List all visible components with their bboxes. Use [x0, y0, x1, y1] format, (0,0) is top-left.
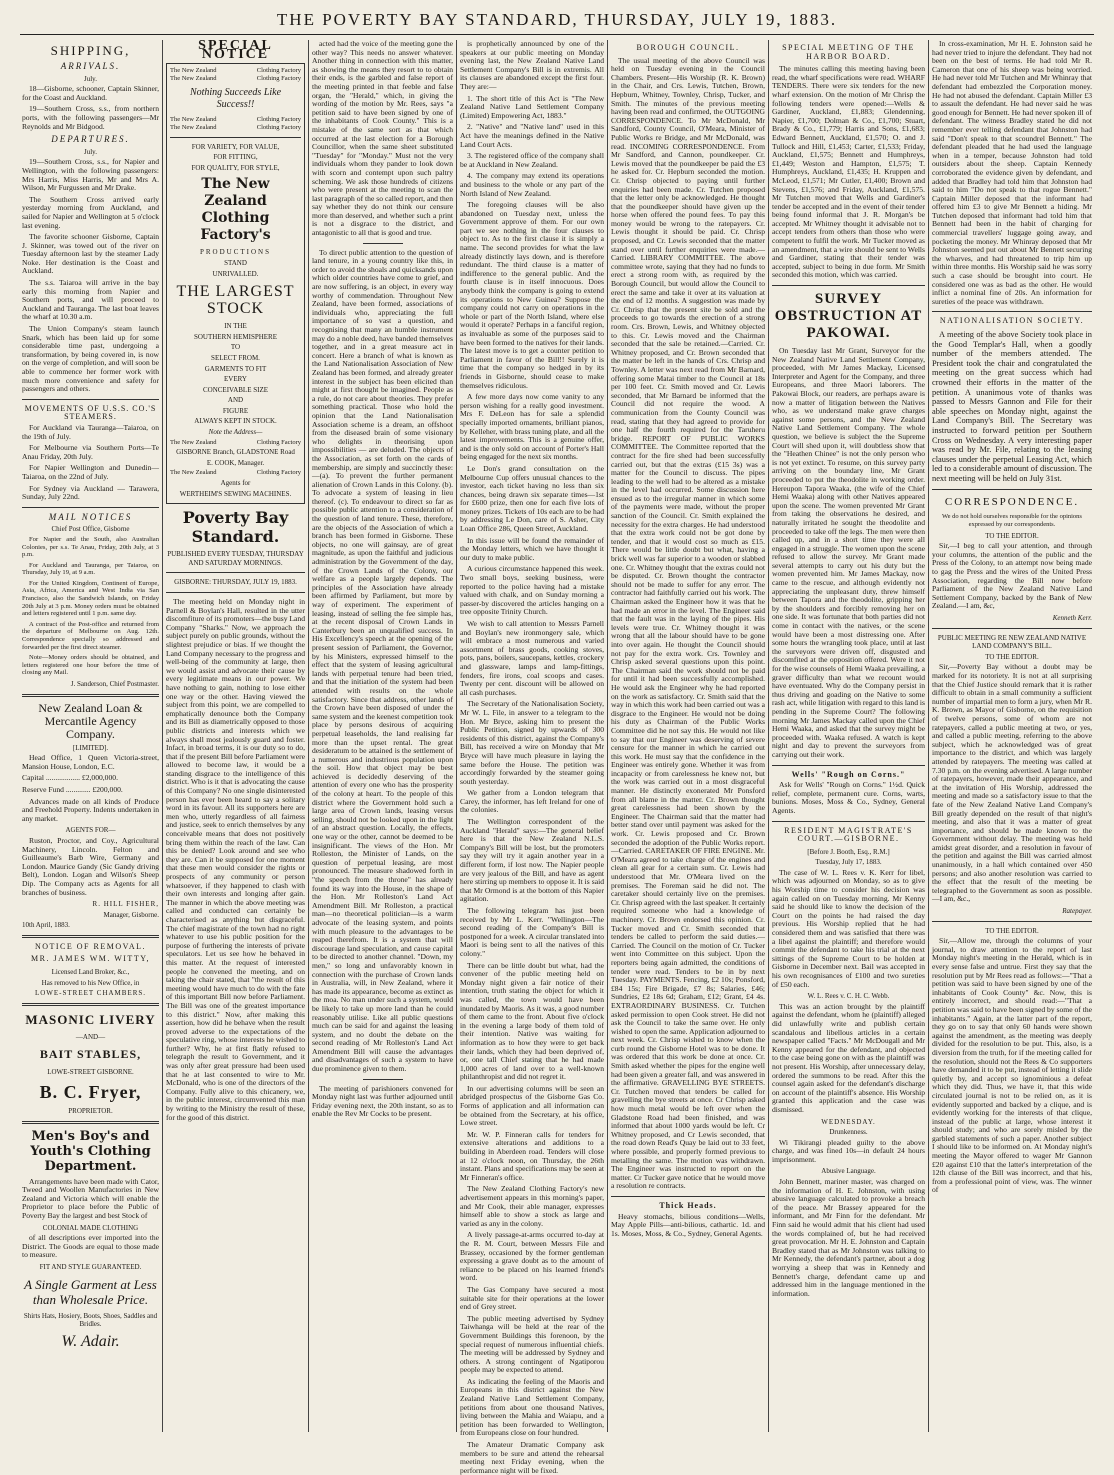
rm-court-heading: RESIDENT MAGISTRATE'S COURT.—GISBORNE.: [784, 825, 913, 844]
arrival-item: 19—Southern Cross, s.s., from northern ports, with the following passengers—Mr Reynolds and Mr Bidgood.: [22, 104, 159, 131]
thick-heads-text: Heavy stomachs, bilious conditions—Wells, May Apple Pills—anti-bilious, cathartic. 1d. and 1s. Moses, Moss, & Co., Sydney, General Agents.: [611, 1211, 765, 1238]
shirts-line: Shirts Hats, Hosiery, Boots, Shoes, Saddles and Bridles.: [23, 1311, 158, 1329]
wednesday-heading: WEDNESDAY.: [821, 1117, 876, 1126]
news-paragraph: The following telegram has just been received by Mr L. Kerr. "Wellington—The second reading of the Company's Bill is postponed for a week. A circular translated into Maori is being sent to all the natives of this colony.": [460, 906, 604, 958]
divider: [772, 821, 925, 822]
fryer-name: B. C. Fryer,: [39, 1082, 142, 1103]
case-heading: W. L. Rees v. C. H. C. Webb.: [807, 992, 890, 1001]
court-report: This was an action brought by the plaintiff against the defendant, whom he (plaintiff) alleged did unlawfully write and publish certain scandalous and libellous articles in a certain newspaper called "Facts." Mr McDougall and Mr Kenny appeared for the defendant, and objected to the case being gone on with as the plaintiff was not present. His Worship, after unnecessary delay, ordered the summons to be read. After this the counsel again asked for the defendant's discharge on account of the plaintiff's absence. His Worship granted this application and the case was dismissed.: [772, 1001, 925, 1114]
case-heading: Abusive Language.: [821, 1167, 876, 1176]
ad-side-row: The New Zealand Clothing Factory: [170, 74, 301, 82]
divider: [166, 592, 305, 593]
mail-item: For the United Kingdom, Continent of Europe, Asia, Africa, America and West India via San Francisco, also the Sandwich Islands, on Friday 20th July at 3 p.m. Money orders must be obtained and letters registered until 1 p.m. same day.: [22, 579, 159, 618]
mens-text: Arrangements have been made with Cator, Tweed and Woollen Manufactories in New Zealand and Victoria which will enable the Proprietor to place before the Public of Poverty Bay the largest and best Stock of: [22, 1176, 159, 1220]
news-paragraph: is prophetically announced by one of the speakers at our public meeting on Monday evening last, the New Zealand Native Land Settlement Company's Bill is in extremis. All its clauses are abandoned except the first four. They are:—: [460, 39, 604, 91]
news-paragraph: The meeting of parishioners convened for Monday night last was further adjourned until Friday evening next, the 20th instant, so as to enable the Rev Mr Cocks to be present.: [312, 1083, 453, 1119]
ad-side-row: The New Zealand Clothing Factory: [170, 123, 301, 131]
divider: [772, 765, 925, 766]
movement-item: For Melbourne via Southern Ports—Te Anau Friday, 20th July.: [22, 443, 159, 461]
witty-name: MR. JAMES WM. WITTY,: [31, 954, 150, 964]
movement-item: For Napier Wellington and Dunedin—Taiaroa, on the 22nd of July.: [22, 463, 159, 481]
arrivals-heading: ARRIVALS.: [60, 61, 121, 71]
proprietor-label: PROPRIETOR.: [68, 1107, 113, 1116]
special-notice-heading: SPECIAL NOTICE: [198, 38, 273, 62]
wells-heading: Wells' "Rough on Corns.": [791, 769, 906, 779]
ad-line: FIGURE: [222, 406, 249, 415]
news-paragraph: A lively passage-at-arms occurred to-day at the R. M. Court, between Messrs File and Brassey, occasioned by the former gentleman expressing a grave doubt as to the amount of reliance to be placed on his learned friend's word.: [460, 1230, 604, 1283]
divider: [932, 489, 1092, 490]
news-paragraph: 2. "Native" and "Native land" used in this Act have the meanings defined in the Native Land Court Acts.: [460, 122, 604, 149]
ad-side-row: The New Zealand Clothing Factory: [170, 67, 301, 75]
departure-item: 19—Southern Cross, s.s., for Napier and Wellington, with the following passengers: Mrs Harris, Miss Harris, Mr and Mrs A. Wilson, Mr Furgussen and Mr Drake.: [22, 157, 159, 193]
ad-side-row: The New Zealand Clothing Factory: [170, 438, 301, 446]
removal-heading: NOTICE OF REMOVAL.: [34, 941, 147, 951]
letter-signature: Kenneth Kerr.: [1052, 614, 1092, 623]
limited-label: [LIMITED].: [72, 743, 109, 752]
mail-item: A contract of the Post-office and returned from the departure of Melbourne on Aug. 12th. Correspondence specially so addressed and forwarded per the first direct steamer.: [22, 620, 159, 651]
masthead: THE POVERTY BAY STANDARD, THURSDAY, JULY 19, 1883.: [276, 10, 838, 29]
publication-notice: PUBLISHED EVERY TUESDAY, THURSDAY AND SATURDAY MORNINGS.: [167, 550, 304, 567]
column-5: [611, 40, 765, 1432]
news-paragraph: The Secretary of the Nationalisation Society, Mr W. L. File, in answer to a telegram to the Hon. Mr Bryce, asking him to present the Public Petition, signed by upwards of 300 residents of this district, against the Company's Bill, has received a wire on Monday that Mr Bryce will have much pleasure in laying the same before the House. The petition was accordingly forwarded by the steamer going south yesterday.: [460, 699, 604, 786]
dateline: GISBORNE: THURSDAY, JULY 19, 1883.: [174, 578, 297, 587]
ad-line: Note the Address—: [208, 428, 263, 437]
to-editor: TO THE EDITOR.: [985, 652, 1039, 661]
reserve-line: Reserve Fund ............. £200,000.: [22, 784, 123, 794]
news-paragraph: Mr. W. P. Finneran calls for tenders for extensive alterations and additions to a building in Aberdeen road. Tenders will close at 12 o'clock noon, on Thursday, the 26th instant. Plans and specifications may be seen at Mr Finneran's office.: [460, 1129, 604, 1182]
ad-line: IN THE: [224, 322, 247, 331]
colonial-text: of all descriptions ever imported into the District. The Goods are equal to those made to measure.: [22, 1233, 159, 1260]
editorial-paragraph: acted had the voice of the meeting gone the other way? This needs no answer whatever. Another thing in connection with this matter, as showing the means they resort to to obtain their ends, is the garbled and false report of the meeting printed in that feeble and false organ, the "Herald," which, in giving the wording of the motion by Mr. Rees, says "a petition said to have been signed by one of the inhabitants of Cook County." This is a mistake of the same sort as that which occurred at the last election for a Borough Councillor, when the same sheet substituted "Tuesday" for "Monday." Must not the very individuals whom they pander to look down with scorn and contempt upon such paltry scheming. We ask those hundreds of citizens who were present at the meeting to scan the last paragraph of the so called report, and then say whether they do not think our censure more than deserved, and whether such a print is not a disgrace to the district, and antagonistic to all that is good and true.: [312, 39, 453, 238]
mail-item: Note—Money orders should be obtained, and letters registered one hour before the time of closing any Mail.: [22, 654, 159, 677]
survey-report: On Tuesday last Mr Grant, Surveyor for the New Zealand Native Land Settlement Company, proceeded, with Mr James Mackay, Licensed Interpreter and Agent for the Company, and three Europeans, and three Maori laborers. The Pakowai Block, our readers, are perhaps aware is now a matter of litigation between the Natives who, as we understand make grave charges against some persons, and the New Zealand Native Land Settlement Company. The whole question, we believe is subject the the Supreme Court will shed upon it, will doubtless show that the "Heathen Chinee" is not the only person who is not yet extinct. To resume, on this survey party arriving on the boundary line, Mr Grant proceeded to put the theodolite in working order. Hereupon Tapora Waaka, (the wife of the Chief Hemi Waaka) along with other Natives appeared upon the scene. The women prevented Mr Grant from taking the observations he desired, and naturally irritated he sought the theodolite and proceeded to take off the legs. The men were then called up, and in a short time they were all engaged in a struggle. The women upon the scene refused to allow the survey. Mr Grant made several attempts to carry out his duty but the women prevented him. Mr James Mackay, now came to the rescue, and although evidently not appreciating the unpleasant duty, threw himself between Tapora and the theodolite, gripping her by the shoulders and forcibly removing her on one side. It was fortunate that both parties did not come in contact with the natives, or the scene would have been a most distressing one. After some hours the wrangling took place, until at last the surveyors were driven off, disgusted and discomfited at the opposition offered. Were it not for the wise counsels of Hemi Waaka prevailing, a graver difficulty than what we recount would have eventuated. Why do the Company persist in thus driving and goading on the Native to some rash act, while litigation with regard to this land is pending in the Supreme Court? The following morning Mr James Mackay called upon the Chief Hemi Waaka, and asked that the survey might be proceeded with. Waaka refused. A watch is kept night and day to prevent the surveyors from carrying out their work.: [772, 346, 925, 759]
news-paragraph: As indicating the feeling of the Maoris and Europeans in this district against the New Zealand Native Land Settlement Company, petitions from about one thousand Natives, living between the Mahia and Waiapu, and a petition has been forwarded to Wellington, from Europeans close on four hundred.: [460, 1376, 604, 1438]
divider: [22, 399, 159, 400]
letter-signature: Ratepayer.: [1062, 907, 1092, 916]
ad-line: Agents for: [220, 479, 251, 488]
mens-heading: Men's Boy's and Youth's Clothing Department.: [30, 1128, 151, 1174]
news-paragraph: We wish to call attention to Messrs Parnell and Boylan's new ironmongery sale, which will embrace a most numerous and varied assortment of brass goods, cooking stoves, pots, pans, boilers, saucepans, kettles, crockery and glassware, lamps and lamp-fittings, fenders, fire irons, coal scoops and cases. Twenty per cent. discount will be allowed on all cash purchases.: [460, 619, 604, 697]
news-paragraph: 3. The registered office of the company shall be at Auckland in New Zealand.: [460, 151, 604, 169]
to-editor: TO THE EDITOR.: [985, 926, 1039, 935]
ad-line: SOUTHERN HEMISPHERE: [193, 332, 278, 341]
witty-line: Has removed to his New Office, in: [41, 978, 140, 987]
letter-text: Sir,—Poverty Bay without a doubt may be marked for its notoriety. It is not at all surprising that the Chief Justice should remark that it is rather difficult to obtain in a small community a sufficient number of impartial men to form a jury, when Mr R. K. Brown, as Mayor of Gisborne, on the requisition of twelve persons, some of whom are not ratepayers, called a public meeting at two, or yes, and called a public meeting, referring to the above subject, which he acknowledged was of great importance to the district, and which was largely attended by ratepayers. The meeting was called at 7.30 p.m. on the evening advertised. A large number of ratepayers, however, made their appearance, and at the invitation of His Worship, addressed the meeting and made so a satisfactory issue to that the fate of the New Zealand Native Land Company's Bill greatly depended on the result of that night's meeting, and also that it was a matter of great importance, and should be made known to the Government without delay. The meeting was held amidst great disorder, and a resolution in favour of the petition and against the Bill was carried almost unanimously, in a hall which contained over 450 persons; and also another resolution was carried to the effect that the result of the meeting be telegraphed to the Government as soon as possible.—I am, &c.,: [932, 662, 1092, 904]
news-paragraph: The public meeting advertised by Sydney Taiwhanga will be held at the rear of the Government Buildings this forenoon, by the special request of numerous influential chiefs. The meeting will be addressed by Sydney and others. A strong contingent of Ngatiporou people may be expected to attend.: [460, 1313, 604, 1375]
divider: [772, 285, 925, 286]
ad-line: EVERY: [224, 375, 247, 384]
divider: [363, 1079, 403, 1080]
mail-subheading: Chief Post Office, Gisborne: [51, 525, 130, 534]
divider: [22, 694, 159, 697]
shipping-paragraph: The favorite schooner Gisborne, Captain J. Skinner, was towed out of the river on Tuesday afternoon last by the steamer Lady Noke. Her destination is the Coast and Auckland.: [22, 232, 159, 276]
thick-heads-heading: Thick Heads.: [659, 1200, 717, 1210]
nz-loan-heading: New Zealand Loan & Mercantile Agency Company.: [38, 700, 143, 741]
court-report: John Bennett, mariner master, was charged on the information of H. E. Johnston, with using abusive language calculated to provoke a breach of the peace. Mr Brassey appeared for the informant, and Mr Finn for the defendant. Mr Finn said he would admit that his client had used the words complained of, but he had received great provocation. Mr H. E. Johnston and Captain Bradley stated that as Mr Johnston was talking to Mr Kennedy, the defendant's partner, about a dog worrying a sheep that was in Kennedy and Bennett's charge, defendant came up and addressed him in the language mentioned in the information.: [772, 1177, 925, 1298]
court-report: Wi Tikirangi pleaded guilty to the above charge, and was fined 10s—in default 24 hours imprisonment.: [772, 1137, 925, 1164]
divider: [611, 1196, 765, 1197]
column-rule: [768, 40, 769, 1432]
letter-text: Sir,—I beg to call your attention, and through your columns, the attention of the public and the Press of the Colony, to an attempt now being made to gag the Press and the wires of the United Press Association, regarding the Bill now before Parliament of the New Zealand Native Land Settlement Company, backed by the Bank of New Zealand.—I am, &c,: [932, 541, 1092, 611]
column-1: [22, 40, 159, 1432]
column-3: [312, 40, 453, 1432]
ad-line: GISBORNE Branch, GLADSTONE Road: [176, 448, 295, 457]
and-label: —AND—: [75, 1032, 106, 1041]
news-paragraph: The New Zealand Clothing Factory's new advertisement appears in this morning's paper, and Mr Cook, their able manager, expresses himself able to show a stock as large and varied as any in the colony.: [460, 1184, 604, 1228]
capital-line: Capital .................. £2,000,000.: [22, 773, 118, 783]
ad-line: WERTHEIM'S SEWING MACHINES.: [179, 489, 292, 498]
wells-text: Ask for Wells' "Rough on Corns." 1½d. Quick relief, complete, permanent cure. Corns, warts, bunions. Moses, Moss & Co., Sydney, General Agents.: [772, 780, 925, 815]
fit-guarantee: FIT AND STYLE GUARANTEED.: [39, 1262, 142, 1271]
witty-line: LOWE-STREET CHAMBERS.: [34, 989, 147, 998]
borough-council-heading: BOROUGH COUNCIL.: [636, 43, 740, 52]
ad-line: PRODUCTIONS: [199, 248, 271, 257]
divider: [22, 1003, 159, 1006]
ad-line: E. COOK, Manager.: [206, 458, 265, 467]
divider: [22, 935, 159, 938]
news-paragraph: In this issue will be found the remainder of the Monday letters, which we have thought it our duty to make public.: [460, 535, 604, 562]
ad-side-row: The New Zealand Clothing Factory: [170, 469, 301, 477]
news-paragraph: There can be little doubt but what, had the convener of the public meeting held on Monday night given a fair notice of their intention, truth stating the object for which it was called, the town would have been inundated by Maoris. As it was, a good number of them came to the front. About five o'clock in the evening a large body of them told of their intention. Native was waiting for information as to how they were to get back their lands, which they had been deprived of, or, one tall Chief stating that he had made 1,000 acres of land over to a well-known philanthropist and did not regret it.: [460, 960, 604, 1082]
nz-clothing-name: The New Zealand Clothing Factory's: [200, 176, 271, 244]
column-rule: [607, 40, 608, 1432]
nationalisation-heading: NATIONALISATION SOCIETY.: [939, 316, 1085, 326]
news-paragraph: 4. The company may extend its operations and business to the whole or any part of the North Island of New Zealand.: [460, 171, 604, 198]
column-4: [460, 39, 604, 1475]
ad-line: CONCEIVABLE SIZE: [202, 385, 268, 394]
departures-heading: DEPARTURES.: [51, 134, 130, 145]
survey-heading: SURVEY OBSTRUCTION AT PAKOWAI.: [774, 291, 923, 342]
harbor-report: The minutes calling this meeting having been read, the wharf specifications were read. WHARF TENDERS. There were six tenders for the new wharf extension. On the motion of Mr Chrisp the following tenders were opened:—Wells & Gardiner, Auckland, £1,883; Glendenning, Napier, £1,700; Dolman & Co., £1,700; Stuart, Brady & Co., £1,779; Harris and Sons, £1,683; Edward Bennett, Auckland, £1,570; O. and J. Tullock and Hill, £1,453; Carter, £1,533; Friday, Auckland, £1,575; Bennett and Humphreys, £1,449; Weston and Hampton, £1,575; T. Humphreys, Auckland, £1,435; H. Kruppen and McLeod, £1,571; Mr Cutler, £1,400; Brown and Stevens, £1,576; and Friday, Auckland, £1,575. Mr Tutchen moved that Wells and Gardiner's tender be accepted and in the event of their tender being found informal that J. R. Morgan's be accepted. Mr Whitney thought it advisable not to accept tenders from others than those who were competent to fulfil the work. Mr Tucker moved as an amendment, that a wire should be sent to Wells and Gardiner, stating that their tender was accepted, subject to being in due form. Mr Smith seconded this motion, which was carried.: [772, 64, 925, 280]
divider: [932, 628, 1092, 629]
mail-item: For Auckland and Tauranga, per Taiaroa, on Thursday, July 19, at 9 a.m.: [22, 561, 159, 577]
letter-text: Sir,—Allow me, through the columns of your journal, to draw attention to the report of last Monday night's meeting in the Herald, which is in every sense false and untrue. First they say that the resolution put by Mr Rees read as follows:—"That a petition was said to have been signed by one of the inhabitants of Cook County" &c. Now, this is entirely incorrect, and should read:—"That a petition was said to have been signed by some of the inhabitants." Again, at the latter part of the report, they go on to say that only 60 hands were shown against the amendment, as the meeting was deeply divided for the resolution to be put. This, also, is a diversion from the truth, for if the meeting called for the resolution, should not the Rees & Co supporters have demanded it to be put, instead of letting it slide quietly by, and accept so ignominious a defeat which they did. Thus, we have it, that this wide circulated journal is not to be relied on, as it is evidently supported and backed by a clique, and is evidently working for the interests of that clique, instead of the public at large, whose interest it should study; and who are sorely misled by the garbled statements of such a paper. Another subject I should like to be informed on. At Monday night's meeting the Mayor offered to wager Mr Gannon £20 against £10 that the latter's interpretation of the 12th clause of the Bill was incorrect, and that his, from a professional point of view, was. The winner of: [932, 936, 1092, 1195]
mail-heading: MAIL NOTICES: [48, 511, 133, 522]
largest-stock: THE LARGEST STOCK: [176, 283, 295, 318]
divider: [22, 1121, 159, 1124]
public-meeting-heading: PUBLIC MEETING RE NEW ZEALAND NATIVE LAND COMPANY'S BILL.: [937, 633, 1087, 651]
editorial-paragraph: To direct public attention to the question of land tenure, in a young country like this, in order to avoid the shoals and quicksands upon which older countries have come to grief, and are now suffering, is an object, in every way worthy of commendation. Throughout New Zealand, have been formed, associations of individuals who, appreciating the full importance of so vast a question, and recognising that many an humble instrument may do a noble deed, have banded themselves together, and in a great measure act in concert. Here a branch of what is known as the Land Nationalisation Association of New Zealand has been formed, and already greater interest in the subject has been elicited than might at first thought be imagined. People as a rule, do not care about theories. They prefer something practical. Those who hold the opinion that the Land Nationalisation Association scheme is a dream, an offshoot from the diseased brain of some visionary who delights in theorising upon impossibilities — are deluded. The objects of the Association, as set forth on the cards of membership, are simply and succinctly these:—(a). To prevent the further permanent alienation of Crown Lands in this Colony. (b). To advocate a system of leasing in lieu thereof. (c). To endeavour to direct so far as possible public attention to a consideration of the question of land tenure. These, therefore, are the objects of the Association of which a branch has been formed in Gisborne. These objects, no one will gainsay, are of great magnitude, as upon the faithful and judicious administration by the Government of the day, of the Crown Lands of the Colony, our welfare as a people largely depends. The principles of the Association have already been affirmed by Parliament, but more by way of experiment. The experiment of leasing, instead of selling the fee simple has, at the recent disposal of Crown Lands in Canterbury been an unqualified success. In His Excellency's speech at the opening of the present session of Parliament, the Governor, by his Ministers, expressed himself to the effect that the system of leasing agricultural lands with perpetual tenure had been tried, and that the initiation of the system had been attended with results on the whole satisfactory. Since that address, other lands of the Crown have been disposed of under the same system and the keenest competition took place by persons desirous of acquiring perpetual leaseholds, the land realising far more than the upset rental. The great desideratum to be attained is the settlement of a numerous and industrious population upon the soil. How that object may be best achieved is decidedly deserving of the attention of every one who has the prosperity of the colony at heart. To the people of this district where the Government hold such a large area of Crown lands, leasing versus selling, should not be looked upon in the light of an abstract question. Locally, the effects, one way or the other, cannot be deemed to be insignificant. The views of the Hon. Mr Rolleston, the Minister of Lands, on the question of perpetual leasing, are most pronounced. The measure shadowed forth in "the speech from the throne" has already found its way into the House, in the shape of the Hon. Mr Rolleston's Land Act Amendment Bill. Mr Rolleston, a practical man—no theoretical politician—is a warm advocate of the leasing system, and points with much pleasure to the advantages to be reaped therefrom. It is a system that will discourage land speculation, and cause capital to be directed to another channel. "Down, my men," so long and unfavorably known in connection with the purchase of Crown lands in Australia, will, in New Zealand, where it has made its appearance, become as extinct as the moa. No man under such a system, would be likely to take up more land than he could reasonably utilise. Like all public questions much can be said for and against the leasing system, and no doubt the debate on the second reading of Mr Rolleston's Land Act Amendment Bill will cause the advantages and disadvantages of such a system to have due prominence given to them.: [312, 247, 453, 1074]
shipping-paragraph: The Southern Cross arrived early yesterday morning from Auckland, and sailed for Napier and Wellington at 5 o'clock last evening.: [22, 194, 159, 230]
mail-item: For Napier and the South, also Australian Colonies, per s.s. Te Anau, Friday, 20th July, at 3 p.m.: [22, 535, 159, 559]
harbor-board-heading: SPECIAL MEETING OF THE HARBOR BOARD.: [782, 43, 915, 61]
ad-side-row: The New Zealand Clothing Factory: [170, 116, 301, 124]
news-paragraph: A few more days now come vanity to any person wishing for a really good investment. Mrs F. DeLeon has for sale a splendid specially imported ornaments, brilliant pianos, by Kelleher, with brass tuning plate, and all the latest improvements. This is a genuine offer, and is the only sold on account of Porter's Hall being engaged for the next six months.: [460, 392, 604, 462]
column-rule: [162, 40, 163, 1432]
masonic-heading: MASONIC LIVERY: [25, 1011, 156, 1027]
arrivals-month: July.: [84, 74, 97, 83]
news-paragraph: The Wellington correspondent of the Auckland "Herald" says:—The general belief here is that the New Zealand N.L.S. Company's Bill will be lost, but the promoters say they will try it again another year in a different form, if lost now. The Napier people are very jealous of the Bill, and have as agent here stirring up members to oppose it. It is said that Mr Ormond is at the bottom of this Napier agitation.: [460, 817, 604, 904]
divider: [363, 243, 403, 244]
editorial-paragraph: The meeting held on Monday night in Parnell & Boylan's Hall, resulted in the utter discomfiture of its promoters—the busy Land Company "Sharks." Now, we approach the subject purely on public grounds, without the slightest prejudice or bias. If we thought the Land Company necessary to the progress and well-being of the community at large, then we would assist and advocate their cause by every legitimate means in our power. We have nothing to gain, nothing to lose either one way or the other. Having viewed the subject from this point, we are compelled to emphatically denounce both the Company and its Bill as diametrically opposed to those public districts and interests which we always shall most jealously guard and foster. Infact, in broad terms, it is our duty so to do, that if the present Bill before Parliament were allowed to become law, it would be a standing disgrace to the intelligence of this district. Who is it that is advocating the cause of this Company? No one single disinterested person has ever been heard to say a solitary word in its favour. All its supporters here are men who, utterly regardless of all fairness and justice, seek to enrich themselves by any conceivable means that does not positively bring them within the reach of the law. Can this be denied? Look around and see who they are. Can it be supposed for one moment that these men would consider the rights or prospects of any community or person whatsoever, if they happened to clash with their own interests and longing after gain. The manner in which the above meeting was called and conducted can certainly be characterised as anything but disgraceful. The chief magistrate of the town had no right whatever to use his public position for the purpose of furthering the interests of private speculators. Let us see how he behaved in this matter. At the request of interested people he convened the meeting, and on taking the chair stated, that "the result of this meeting would have much to do with the fate of this important Bill now before Parliament. The Bill was one of the greatest importance to this district." Now, after making this assertion, how did he behave when the result proved adverse to the expectations of the speculative ring, whose interests he wished to further? Why, he at first flatly refused to telegraph the result to Government, and it was only after great pressure had been used that he at last consented to wire to Mr. McDonald, who is one of the directors of the Company. Fully alive to this chicanery, we, in the public interest, circumvented this man by writing to the Ministry the result of these, for the good of this district.: [166, 597, 305, 1122]
departures-month: July.: [84, 147, 97, 156]
column-rule: [308, 40, 309, 1432]
correspondence-heading: CORRESPONDENCE.: [944, 495, 1080, 508]
movements-heading: MOVEMENTS OF U.S.S. CO.'S STEAMERS.: [24, 403, 157, 422]
news-paragraph: The foregoing clauses will be also abandoned on Tuesday next, unless the Government approve of them. For our own part we see nothing in the four clauses to object to. As to the first clause it is simply a name. The second provides for what the law already distinctly lays down, and is therefore redundant. The third clause is a matter of indifference to the general public. And the fourth clause is in itself innocuous. Does anybody think the company is going to extend its operations to New Guinea? Suppose the company could not carry on operations in the whole or part of the North Island, where else would it operate? Perhaps in a fanciful region, as invaluable as some of the purposes said to have been formed to the natives for their lands. The latest move is to get a counter petition to Parliament in favor of the Bill!! Surely it is time that the company so hedged in by its friends in Gisborne, should cease to make themselves ridiculous.: [460, 200, 604, 390]
divider: [170, 137, 301, 138]
news-paragraph: Le Don's grand consultation on the Melbourne Cup offers unusual chances to the investor, each ticket having no less than six chances, being drawn six separate times—1st for £600 prize, then one for each five lots of money prizes. Tickets of 10s each are to be had by addressing Le Don, care of S. Asher, City Loan Office 286, Queen Street, Auckland.: [460, 463, 604, 534]
correspondence-note: We do not hold ourselves responsible for the opinions expressed by our correspondents.: [942, 512, 1082, 529]
movement-item: For Sydney via Auckland — Tarawera, Sunday, July 22nd.: [22, 483, 159, 502]
witty-line: Licensed Land Broker, &c.,: [51, 968, 130, 977]
rm-date: Tuesday, July 17, 1883.: [815, 858, 882, 867]
court-report: The case of W. L. Rees v. K. Kerr for libel, which was adjourned on Monday, so as to give his Worship time to consider his decision was again called on on Tuesday morning. Mr Kenny said he should like to know the decision of the Court on the points he had raised the day previous. His Worship replied that he had considered them and was satisfied that there was a libel against the plaintiff; and therefore would commit the defendant to take his trial at the next sittings of the Supreme Court to be holden at Gisborne in December next. Bail was accepted in his own recognisances of £100 and two sureties of £50 each.: [772, 867, 925, 989]
society-report: A meeting of the above Society took place in the Good Templar's Hall, when a goodly number of the members attended. The President took the chair and congratulated the meeting on the great success which had crowned their efforts in the matter of the petition. A unanimous vote of thanks was passed to Messrs Gannon and File for their able speeches on Monday night, against the Land Company's Bill. The Secretary was instructed to forward petition per Southern Cross on Wednesday. A very interesting paper was read by Mr. File, relating to the leasing clauses under the perpetual Leasing Act, which led to a considerable amount of discussion. The next meeting will be held on July 31st.: [932, 330, 1092, 483]
ad-line: FOR VARIETY, FOR VALUE,: [191, 142, 280, 151]
ad-line: UNRIVALLED.: [212, 269, 259, 278]
ad-line: GARMENTS TO FIT: [204, 364, 267, 373]
ad-line: TO: [230, 343, 241, 352]
agents-heading: AGENTS FOR—: [65, 826, 116, 835]
ad-slogan: Nothing Succeeds Like Success!!: [189, 87, 282, 111]
news-paragraph: We gather from a London telegram that Carey, the informer, has left Ireland for one of the colonies.: [460, 788, 604, 815]
news-paragraph: 1. The short title of this Act is "The New Zealand Native Land Settlement Company (Limited) Empowering Act, 1883.": [460, 93, 604, 120]
shipping-paragraph: The s.s. Taiaroa will arrive in the bay early this morning from Napier and Southern ports, and will proceed to Auckland and Tauranga. The last boat leaves the wharf at 10.30 a.m.: [22, 278, 159, 322]
ad-line: AND: [227, 396, 244, 405]
divider: [22, 507, 159, 508]
manager-name: R. HILL FISHER,: [92, 900, 159, 909]
movement-item: For Auckland via Tauranga—Taiaroa, on the 19th of July.: [22, 422, 159, 441]
divider: [932, 311, 1092, 312]
clothing-factory-ad: [166, 63, 305, 504]
column-6: [772, 40, 925, 1432]
shipping-heading: SHIPPING,: [50, 43, 131, 58]
manager-title: Manager, Gisborne.: [103, 910, 159, 919]
council-report: The usual meeting of the above Council was held on Tuesday evening in the Council Chambers. Present—His Worship (R. K. Brown) in the Chair, and Crs. Lewis, Tutchen, Brown, Hepburn, Whitney, Townley, Chrisp, Tucker, and Smith. The minutes of the previous meeting having been read and confirmed, the OUTGOING CORRESPONDENCE. To Mr McDonald, Mr Sandford, County Council, O'Meara, Minister of Public Works re Bridge, and Mr McDonald, was read. INCOMING CORRESPONDENCE. From Mr Sandford, and Cannon, poundkeeper. Cr. Lewis moved that the poundkeeper be paid the £3 he asked for. Cr. Hepburn seconded the motion. Cr. Chrisp objected to paying until further enquiries had been made. Cr. Tutchen proposed that the letter only be acknowledged. He thought that the poundkeeper should have given up the horse when offered the pound fees. To pay this money would be wrong to the ratepayers. Cr. Lewis thought it should be paid. Cr. Chrisp proposed, and Cr. Lewis seconded that the matter stand over until further enquiries were made.—Carried. LIBRARY COMMITTEE. The above committee wrote, saying that they had no funds to erect a strong room with, as required by the Borough Council, but would allow the Council to erect the same and take it over at its valuation at the end of 12 months. A suggestion was made by Cr. Chrisp that the present site be sold and the proceeds to go towards the erection of a strong room. Crs. Brown, Lewis, and Whitney objected to this. Cr. Lewis moved and the Chairman seconded that the sale be retained.—Carried. Cr. Whitney proposed, and Cr. Brown seconded that the matter be left in the hands of Crs. Chrisp and Townley. A letter was next read from Mr Barnard, offering some Matai timber to the Council at 18s per 100 feet. Cr. Smith moved and Cr. Lewis seconded, that Mr Barnard be informed that the Council did not require the wood. A communication from the County Council was read, stating that they had agreed to provide for one half the fourth required for the Taruheru bridge. REPORT OF PUBLIC WORKS COMMITTEE. The Committee reported that the contract for the fire shed had been successfully carried out, but that the extras (£15 3s) was a matter for the Council to discuss. The pipes leading to the well had to be altered as a mistake in the level had occurred. Some discussion here ensued as to the irregular manner in which some of the payments were made, without the proper sanction of the Council. Cr. Smith explained the necessity for the extra charges. He had understood that the extra work could not be got done by tender, and that it would cost so much as £15. There would be little doubt but what, having a brick well was far superior to a wooden or slabbed one. Cr. Whitney thought that the extras could not be disputed. Cr. Brown thought the contractor should not be made to suffer for any error. The contractor had faithfully carried out his work. The Chairman asked the Engineer how it was that he had made an error in the level. The Engineer said that the fault was in the laying of the pipes. His levels were true. Cr. Whitney thought it was wrong that all the labour should have to be gone into over again. He thought the Council should not pay for the extra work. Crs. Townley and Chrisp asked several questions upon this point. The Chairman said the work should not be paid for until it had been successfully accomplished. He would ask the Engineer why he had reported on the work as satisfactory. Cr. Smith said that the way in which this work had been carried out was a disgrace to the Engineer. He would not be doing his duty as Chairman of the Public Works Committee did he not say this. He would not like to say that our Engineer was deserving of severe censure for the manner in which he carried out this work. He must say that the confidence in the Engineer was entirely gone. Whether it was from incapacity or from carelessness he knew not, but the work was carried out in a most disgraceful manner. He distinctly exonerated Mr Ponsford from all blame in the matter. Cr. Brown thought great carelessness had been shown by the Engineer. The Chairman said that the matter had better stand over until payment was asked for the work. Cr. Lewis proposed and Cr. Brown seconded the adoption of the Public Works report.—Carried. CARETAKER OF FIRE ENGINE. Mr. O'Meara agreed to take charge of the engines and clean all gear for a certain sum. Cr. Lewis had understood that Mr. O'Meara lived on the premises. The Foreman said he did not. The caretaker should certainly live on the premises. Cr. Chrisp agreed with the last speaker. It certainly required someone who had a knowledge of machinery. Cr. Brown endorsed this opinion. Cr. Tucker moved and Cr. Smith seconded that tenders be called to perform the said duties.—Carried. The Council on the motion of Cr. Tucker went into Committee on this subject. Upon the reporters being again admitted, the conditions of tender were read. Tenders to be in by next Tuesday. PAYMENTS. Fencing, £2 10s; Ponsford, £84 15s; Fire Brigade, £7 8s; Salaries, £46; Sundries, £2 18s 6d; Graham, £12; Grant, £4 4s. EXTRAORDINARY BUSINESS. Cr. Tutchen asked permission to open Cook street. He did not ask the Council to take the same over. He only wished to open the same. Application adjourned to next week. Cr. Chrisp wished to know when the curb round the Gisborne Hotel was to be done. It was ordered that this work be done at once. Cr. Smith asked whether the pipes for the engine well had been given a greater fall, and was answered in the affirmative. GRAVELLING BYE STREETS. Cr. Tutchen moved that tenders be called for gravelling the bye streets at once. Cr Chrisp asked how much metal would be left over when the Gladstone Road had been finished, and was informed that about 1000 yards would be left. Cr Whitney proposed, and Cr Lewis seconded, that the road down Read's Quay be laid out to 33 feet, where possible, and properly formed previous to metalling the same. The motion was withdrawn. The Engineer was instructed to report on the matter. Cr Tucker gave notice that he would move a resolution re contracts.: [611, 55, 765, 1191]
column-rule: [456, 40, 457, 1432]
case-heading: Drunkenness.: [829, 1128, 868, 1137]
news-paragraph: The Amateur Dramatic Company ask members to be sure and attend the rehearsal meeting next Friday evening, when the performance night will be fixed.: [460, 1440, 604, 1475]
ad-line: SELECT FROM.: [211, 353, 260, 362]
lowe-street: LOWE-STREET GISBORNE.: [47, 1068, 134, 1077]
news-paragraph: In our advertising columns will be seen an abridged prospectus of the Gisborne Gas Co. Forms of application and all information can be obtained from the Secretary, at his office, Lowe street.: [460, 1083, 604, 1128]
divider: [166, 572, 305, 573]
head-office: Head Office, 1 Queen Victoria-street, Mansion House, London, E.C.: [22, 753, 159, 771]
court-report: In cross-examination, Mr H. E. Johnston said he had never tried to injure the defendant. They had not been on the best of terms. He had told Mr R. Cameron that one of his sheep was being worried. He had never told Mr Tutchen and Mr Whinray that defendant had embezzled the Corporation money. He had not abused the defendant. Captain Miller £3 to assault the defendant. He had never said he was good enough for Bennett. He had never spoken ill of defendant. The witness Bradley stated he did not remember ever telling defendant that Johnston had said "Don't speak to that scoundrel Bennett." The defendant pleaded that he had used the language when in a temper, because Johnston had told outsiders about the sheep. Captain Kennedy corroborated the evidence given by defendant, and added that Bradley had told him that Johnston had said to him "Do not speak to that rogue Bennett." Captain Miller deposed that the informant had offered him £3 to give Mr Bennett a hiding. Mr Tutchen deposed that informant had told him that Bennett had been in the habit of charging for commercial travellers' luggage going away, and pocketing the money. Mr Whinray deposed that Mr Johnston seemed put out about Mr Bennett securing the wharves, and had threatened to trip him up within three months. His Worship said he was sorry such a case should be brought into court. He considered one was as bad as the other. He would inflict a nominal fine of 20s. An information for sureties of the peace was withdrawn.: [932, 39, 1092, 306]
ad-line: STAND: [224, 258, 247, 267]
ad-line: FOR FITTING,: [213, 153, 258, 162]
arrival-item: 18—Gisborne, schooner, Captain Skinner, for the Coast and Auckland.: [22, 84, 159, 102]
single-garment: A Single Garment at Less than Wholesale Price.: [24, 1276, 157, 1307]
masthead-rule: [20, 34, 1094, 35]
divider: [932, 921, 1092, 922]
agents-text: Ruston, Proctor, and Coy., Agricultural Machinery, Lincoln. Felton and Guilleaume's Barb Wire, Germany and London. Maurice Gandy (Sic Gandy driving Belt), London. Logan and Wilson's Sheep Dip. The Company acts as Agents for all branches of business.: [22, 835, 159, 897]
postmaster-signature: J. Sanderson, Chief Postmaster.: [70, 680, 159, 688]
ad-line: FOR QUALITY, FOR STYLE,: [191, 163, 280, 172]
poverty-bay-standard-title: Poverty Bay Standard.: [182, 508, 289, 547]
bait-heading: BAIT STABLES,: [39, 1047, 142, 1062]
column-7: [932, 40, 1092, 1432]
news-paragraph: The Gas Company have secured a most suitable site for their operations at the lower end of Grey street.: [460, 1284, 604, 1312]
advances-text: Advances made on all kinds of Produce and Freehold Property. Indents undertaken in any market.: [22, 796, 160, 823]
to-editor: TO THE EDITOR.: [985, 531, 1039, 540]
loan-date: 10th April, 1883.: [22, 921, 70, 930]
column-2: [166, 40, 305, 1432]
adair-signature: W. Adair.: [61, 1332, 120, 1350]
ad-line: ALWAYS KEPT IN STOCK.: [194, 417, 277, 426]
colonial-heading: COLONIAL MADE CLOTHING: [42, 1223, 139, 1232]
shipping-paragraph: The Union Company's steam launch Snark, which has been laid up for some considerable time past, undergoing a transformation, by being covered in, is now on the verge of completion, and will soon be able to commence her former work with much more convenience and safety for passengers and others.: [22, 324, 159, 394]
rm-before: [Before J. Booth, Esq., R.M.]: [807, 847, 890, 856]
column-rule: [928, 40, 929, 1432]
news-paragraph: A curious circumstance happened this week. Two small boys, seeking business, were reported to the police having had a mistake valued with chalk, and on Sunday morning a passer-by discovered the articles hanging on a tree opposite Trinity Church.: [460, 564, 604, 617]
